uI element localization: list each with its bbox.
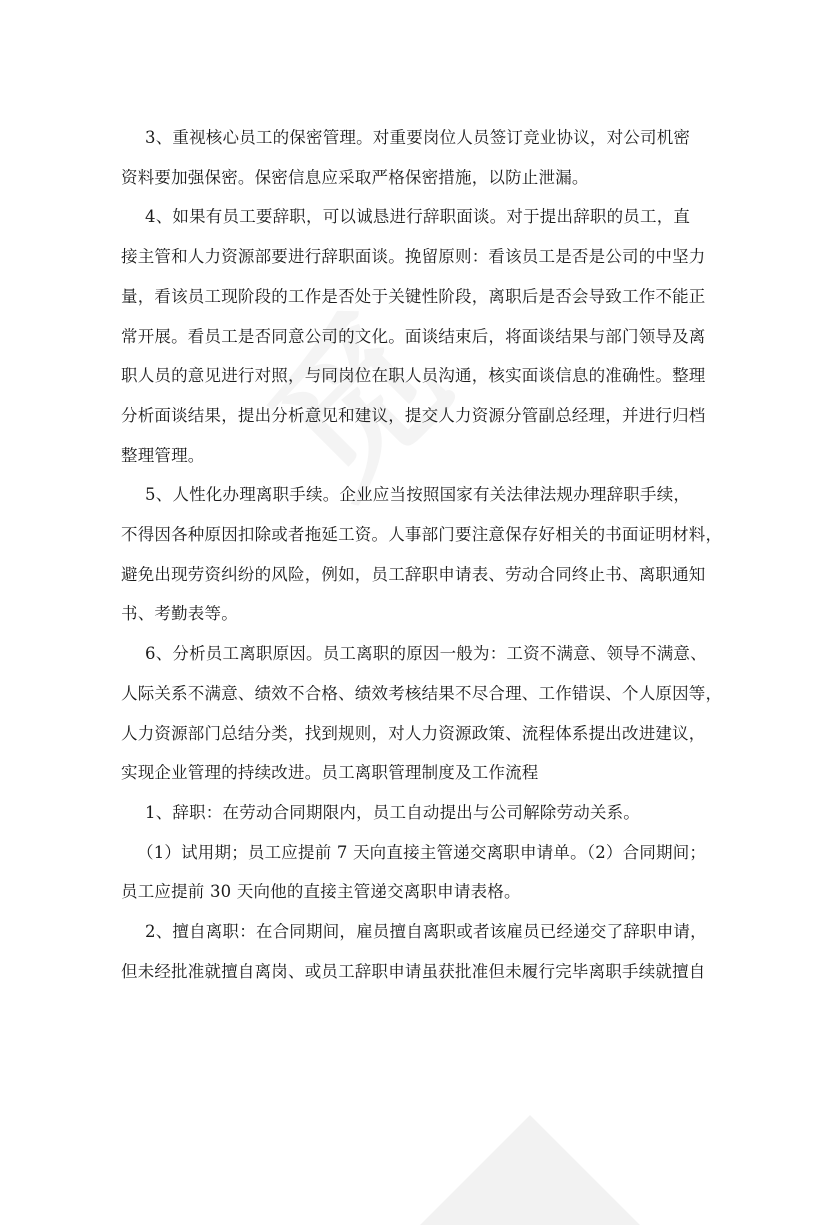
watermark-triangle-icon (420, 1115, 640, 1225)
text-line: 书、考勤表等。 (121, 604, 238, 624)
text-line: 实现企业管理的持续改进。员工离职管理制度及工作流程 (121, 763, 539, 783)
text-line: 1、辞职：在劳动合同期限内，员工自动提出与公司解除劳动关系。 (145, 802, 640, 822)
text-line: 3、重视核心员工的保密管理。对重要岗位人员签订竞业协议，对公司机密 (145, 128, 691, 147)
text-line: 不得因各种原因扣除或者拖延工资。人事部门要注意保存好相关的书面证明材料， (121, 525, 723, 545)
text-line: 6、分析员工离职原因。员工离职的原因一般为：工资不满意、领导不满意、 (145, 644, 707, 664)
text-line: 5、人性化办理离职手续。企业应当按照国家有关法律法规办理辞职手续， (145, 485, 691, 505)
text-line: 分析面谈结果，提出分析意见和建议，提交人力资源分管副总经理，并进行归档 (121, 405, 706, 425)
text-line: 人际关系不满意、绩效不合格、绩效考核结果不尽合理、工作错误、个人原因等， (121, 683, 723, 703)
text-line: 人力资源部门总结分类，找到规则，对人力资源政策、流程体系提出改进建议， (121, 723, 706, 743)
text-line: 职人员的意见进行对照，与同岗位在职人员沟通，核实面谈信息的准确性。整理 (121, 366, 706, 386)
document-body (121, 118, 723, 991)
text-line: 量，看该员工现阶段的工作是否处于关键性阶段，离职后是否会导致工作不能正 (121, 286, 706, 306)
text-line: 2、擅自离职：在合同期间，雇员擅自离职或者该雇员已经递交了辞职申请， (145, 922, 707, 942)
text-line: 4、如果有员工要辞职，可以诚恳进行辞职面谈。对于提出辞职的员工，直 (145, 207, 691, 227)
text-line: 资料要加强保密。保密信息应采取严格保密措施，以防止泄漏。 (121, 167, 589, 187)
text-line: 但未经批准就擅自离岗、或员工辞职申请虽获批准但未履行完毕离职手续就擅自 (121, 961, 706, 981)
text-line: （1）试用期；员工应提前 7 天向直接主管递交离职申请单。（2）合同期间； (137, 842, 707, 862)
text-line: 避免出现劳资纠纷的风险，例如，员工辞职申请表、劳动合同终止书、离职通知 (121, 564, 706, 584)
text-line: 接主管和人力资源部要进行辞职面谈。挽留原则：看该员工是否是公司的中坚力 (121, 247, 706, 267)
text-line: 整理管理。 (121, 445, 205, 465)
text-line: 常开展。看员工是否同意公司的文化。面谈结束后，将面谈结果与部门领导及离 (121, 326, 706, 346)
text-line: 员工应提前 30 天向他的直接主管递交离职申请表格。 (121, 882, 521, 902)
